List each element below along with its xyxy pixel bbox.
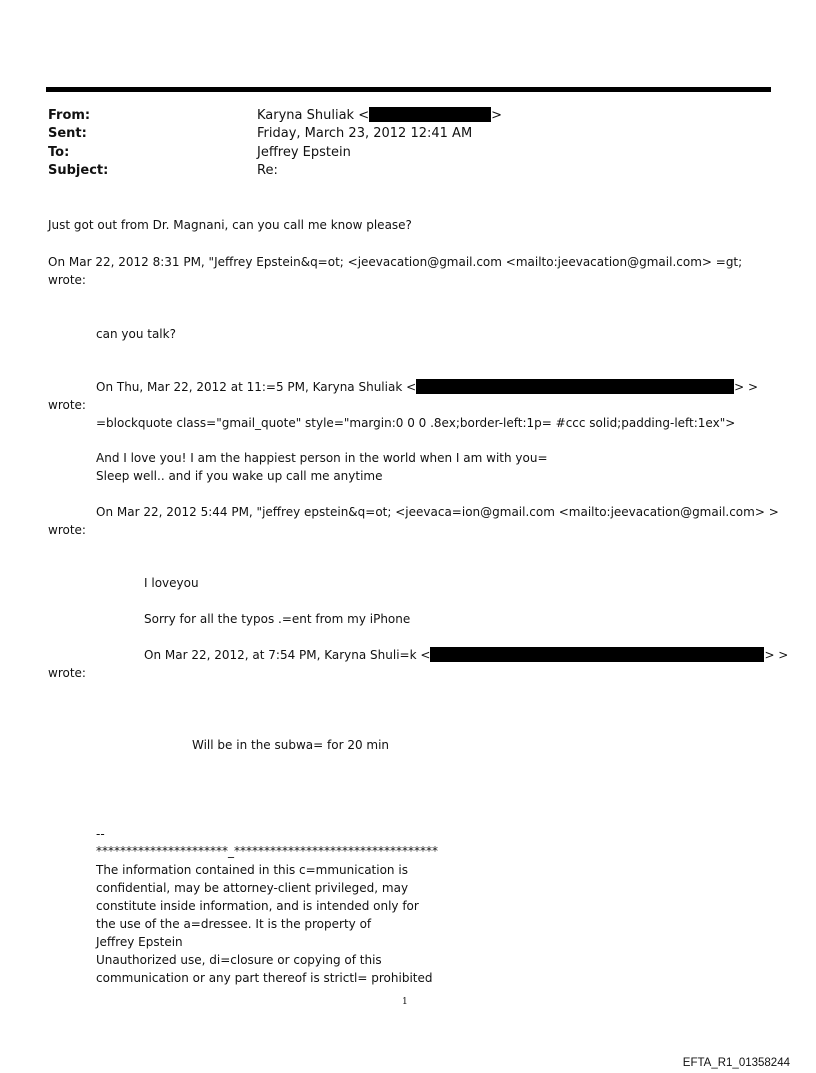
disclaimer-line: constitute inside information, and is intended only for [96, 899, 419, 913]
wrote-line: wrote: [48, 666, 86, 680]
wrote-line: wrote: [48, 523, 86, 537]
disclaimer-line: confidential, may be attorney-client privileged, may [96, 881, 409, 895]
quoted-attribution-line [144, 646, 788, 664]
sent-label: Sent: [48, 126, 87, 141]
body-line: can you talk? [96, 327, 176, 341]
header-divider-rule [46, 87, 771, 92]
body-line: Sorry for all the typos .=ent from my iPhone [144, 612, 411, 626]
quoted-attribution-line: On Mar 22, 2012 8:31 PM, "Jeffrey Epstein&q=ot; <jeevacation@gmail.com <mailto:jeevacation@gmail.com> =gt; [48, 255, 743, 269]
from-name: Karyna Shuliak < [257, 108, 370, 123]
to-label: To: [48, 145, 70, 160]
bates-number: EFTA_R1_01358244 [682, 1057, 790, 1069]
quoted-attribution-line [96, 378, 758, 396]
body-line: Just got out from Dr. Magnani, can you call me know please? [48, 218, 412, 232]
attribution-end: > > [764, 648, 789, 662]
disclaimer-line: The information contained in this c=mmunication is [96, 863, 408, 877]
redaction-bar [430, 647, 764, 662]
redaction-bar [416, 379, 734, 394]
attribution-end: > > [734, 380, 759, 394]
from-label: From: [48, 108, 91, 123]
body-line: Sleep well.. and if you wake up call me anytime [96, 469, 383, 483]
redaction-bar [369, 107, 491, 122]
signature-separator: -- [96, 827, 105, 841]
quoted-attribution-line: On Mar 22, 2012 5:44 PM, "jeffrey epstein&q=ot; <jeevaca=ion@gmail.com <mailto:jeevacation@gmail.com> > [96, 505, 779, 519]
page-number: 1 [402, 997, 408, 1007]
body-line: =blockquote class="gmail_quote" style="margin:0 0 0 .8ex;border-left:1p= #ccc solid;padding-left:1ex"> [96, 416, 736, 430]
sent-value: Friday, March 23, 2012 12:41 AM [257, 126, 473, 141]
disclaimer-line: Jeffrey Epstein [96, 935, 183, 949]
subject-label: Subject: [48, 163, 109, 178]
body-line: I loveyou [144, 576, 199, 590]
subject-value: Re: [257, 163, 278, 178]
wrote-line: wrote: [48, 273, 86, 287]
wrote-line: wrote: [48, 398, 86, 412]
disclaimer-line: Unauthorized use, di=closure or copying of this [96, 953, 382, 967]
body-line: Will be in the subwa= for 20 min [192, 738, 390, 752]
from-value-end: > [491, 108, 503, 123]
asterisk-divider: **********************_********************************** [96, 844, 438, 858]
disclaimer-line: communication or any part thereof is strictl= prohibited [96, 971, 433, 985]
disclaimer-line: the use of the a=dressee. It is the property of [96, 917, 372, 931]
to-value: Jeffrey Epstein [257, 145, 351, 160]
body-line: And I love you! I am the happiest person in the world when I am with you= [96, 451, 548, 465]
attribution-text: On Mar 22, 2012, at 7:54 PM, Karyna Shuli=k < [144, 648, 431, 662]
attribution-text: On Thu, Mar 22, 2012 at 11:=5 PM, Karyna Shuliak < [96, 380, 417, 394]
from-value [257, 107, 502, 125]
